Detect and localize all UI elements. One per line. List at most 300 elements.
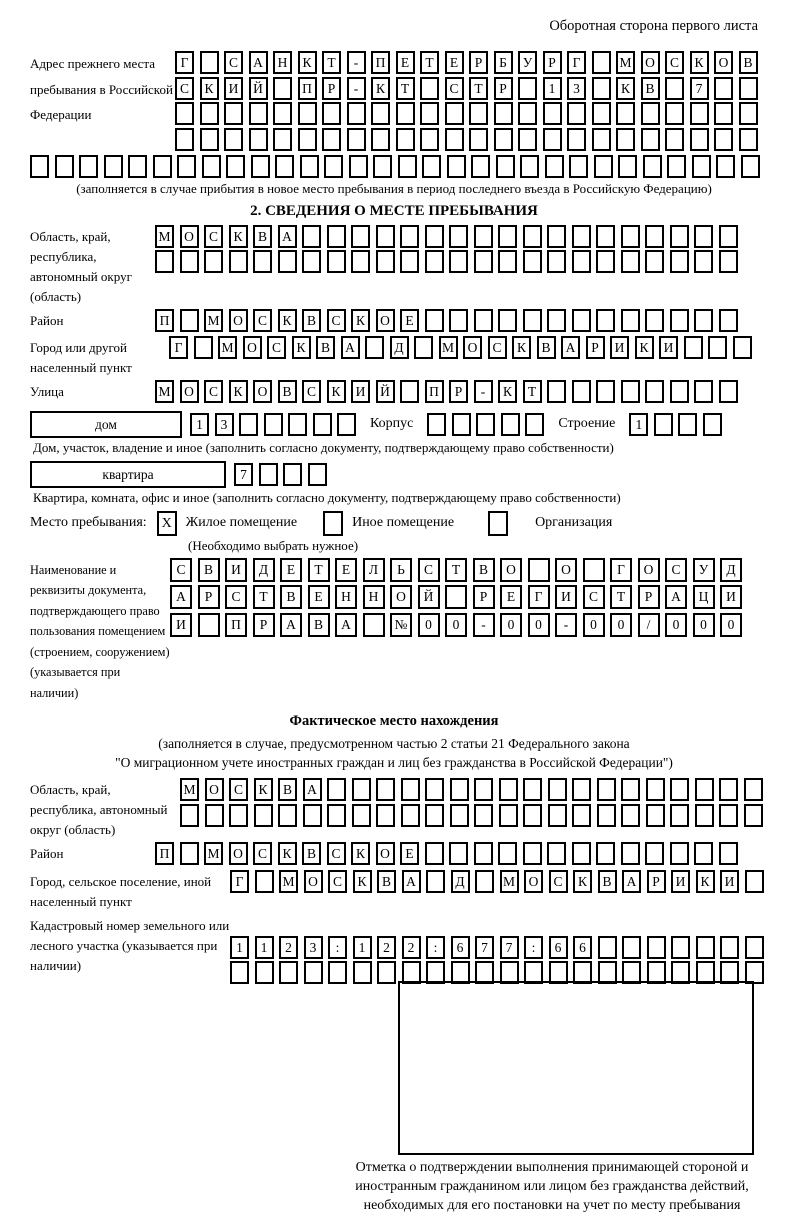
char-cell: Д [390,336,409,359]
char-cell: Г [169,336,188,359]
char-cell [665,102,684,125]
char-cell [641,102,660,125]
char-cell [690,102,709,125]
char-cell [670,225,689,248]
char-cell: 1 [543,77,562,100]
char-cell [200,102,219,125]
char-cell [520,155,539,178]
char-cell [155,250,174,273]
char-cell: Г [528,585,550,609]
char-cell [641,128,660,151]
char-cell [671,936,690,959]
house-box-label: дом [30,411,182,438]
char-cell: 3 [567,77,586,100]
char-cell: С [229,778,248,801]
char-cell: И [555,585,577,609]
char-cell [647,961,666,984]
char-cell [499,804,518,827]
cadastral-row-2 [230,961,764,984]
char-cell [352,804,371,827]
char-cell: С [328,870,347,893]
stroenie-cells [629,413,722,436]
char-cell: С [418,558,440,582]
char-cell [205,804,224,827]
char-cell [328,961,347,984]
char-cell [714,128,733,151]
char-cell [376,225,395,248]
char-cell: И [720,870,739,893]
char-cell [719,842,738,865]
char-cell [621,380,640,403]
prev-address-note: (заполняется в случае прибытия в новое место пребывания в период последнего въезда в Российскую Федерацию) [76,180,712,196]
char-cell [253,250,272,273]
char-cell [229,804,248,827]
char-cell [720,936,739,959]
option-residential-label: Жилое помещение [185,515,298,530]
char-cell [645,380,664,403]
char-cell: К [254,778,273,801]
char-cell: О [376,842,395,865]
char-cell [523,804,542,827]
char-cell [596,842,615,865]
char-cell: В [302,842,321,865]
char-cell: А [280,613,302,637]
char-cell: В [198,558,220,582]
char-cell [298,128,317,151]
document-row-1 [170,558,758,583]
char-cell [420,128,439,151]
char-cell: О [376,309,395,332]
char-cell: Р [253,613,275,637]
stay-type-row [30,511,758,536]
char-cell: К [278,842,297,865]
char-cell: С [488,336,507,359]
char-cell [177,155,196,178]
char-cell [474,842,493,865]
checkbox-organization[interactable] [488,511,508,536]
char-cell [259,463,278,486]
char-cell [744,804,763,827]
char-cell [279,961,298,984]
char-cell: К [635,336,654,359]
char-cell: И [224,77,243,100]
char-cell: - [473,613,495,637]
char-cell [720,961,739,984]
char-cell: Л [363,558,385,582]
char-cell: Г [175,51,194,74]
char-cell [573,961,592,984]
char-cell: С [170,558,192,582]
korpus-label: Корпус [370,416,414,431]
char-cell [716,155,735,178]
char-cell: Ц [693,585,715,609]
char-cell: С [225,585,247,609]
char-cell [598,936,617,959]
char-cell [498,250,517,273]
char-cell: О [638,558,660,582]
char-cell [347,128,366,151]
char-cell [327,804,346,827]
char-cell: 0 [610,613,632,637]
char-cell: О [229,842,248,865]
actual-location-title: Фактическое место нахождения [289,713,499,729]
street-field [30,380,758,406]
char-cell [665,77,684,100]
char-cell [337,413,356,436]
char-cell: Т [253,585,275,609]
char-cell [692,155,711,178]
char-cell [733,336,752,359]
checkbox-residential[interactable]: X [157,511,177,536]
char-cell [596,380,615,403]
char-cell [396,102,415,125]
char-cell: 7 [690,77,709,100]
char-cell [654,413,673,436]
char-cell [523,225,542,248]
char-cell: В [739,51,758,74]
char-cell: : [524,936,543,959]
prev-address-row-3 [175,102,758,125]
char-cell [547,225,566,248]
region-row-1 [155,225,758,248]
char-cell [708,336,727,359]
char-cell [696,961,715,984]
char-cell [198,613,220,637]
char-cell [476,413,495,436]
char-cell: М [439,336,458,359]
char-cell [427,413,446,436]
char-cell [313,413,332,436]
char-cell [501,413,520,436]
char-cell [592,51,611,74]
region-field [30,225,758,307]
district-field [30,309,758,335]
char-cell: 1 [190,413,209,436]
char-cell: / [638,613,660,637]
char-cell [643,155,662,178]
prev-address-field [30,51,758,153]
char-cell [175,102,194,125]
char-cell [739,128,758,151]
char-cell [684,336,703,359]
char-cell [452,413,471,436]
char-cell [694,225,713,248]
char-cell [401,804,420,827]
char-cell: А [622,870,641,893]
char-cell [498,842,517,865]
char-cell [425,225,444,248]
char-cell [583,558,605,582]
char-cell [670,380,689,403]
char-cell: О [253,380,272,403]
char-cell [422,155,441,178]
char-cell: М [180,778,199,801]
char-cell [327,250,346,273]
char-cell [645,842,664,865]
char-cell [621,842,640,865]
char-cell: Т [523,380,542,403]
char-cell [572,842,591,865]
char-cell [398,155,417,178]
char-cell: В [280,585,302,609]
char-cell: Р [322,77,341,100]
char-cell: Н [363,585,385,609]
char-cell [273,128,292,151]
char-cell [616,102,635,125]
char-cell [153,155,172,178]
char-cell [572,778,591,801]
char-cell: М [204,309,223,332]
char-cell: О [463,336,482,359]
char-cell: М [616,51,635,74]
district-row [155,309,758,332]
char-cell [420,77,439,100]
char-cell [670,842,689,865]
char-cell [547,250,566,273]
char-cell [547,309,566,332]
char-cell [543,128,562,151]
char-cell: К [292,336,311,359]
char-cell [275,155,294,178]
prev-address-label: Адрес прежнего места пребывания в Российской Федерации [30,56,173,122]
char-cell [618,155,637,178]
char-cell [667,155,686,178]
char-cell: У [518,51,537,74]
char-cell [719,804,738,827]
char-cell: С [327,309,346,332]
char-cell: - [474,380,493,403]
char-cell [745,870,764,893]
char-cell [518,102,537,125]
char-cell: М [204,842,223,865]
char-cell: В [302,309,321,332]
char-cell [567,128,586,151]
char-cell: О [229,309,248,332]
actual-city-row [230,870,764,893]
char-cell [678,413,697,436]
char-cell: Н [273,51,292,74]
char-cell: 2 [377,936,396,959]
char-cell [451,961,470,984]
prev-address-row-2 [175,77,758,100]
char-cell [251,155,270,178]
char-cell: О [180,225,199,248]
char-cell: 7 [475,936,494,959]
city-row [169,336,758,359]
char-cell [425,842,444,865]
char-cell: 0 [720,613,742,637]
char-cell [449,250,468,273]
char-cell [180,842,199,865]
char-cell [572,309,591,332]
char-cell [714,77,733,100]
option-organization-label: Организация [535,515,613,530]
char-cell [518,128,537,151]
char-cell [349,155,368,178]
char-cell: О [500,558,522,582]
char-cell [567,102,586,125]
char-cell: 2 [279,936,298,959]
char-cell: В [316,336,335,359]
char-cell: Е [400,842,419,865]
char-cell [494,128,513,151]
char-cell: А [561,336,580,359]
char-cell: А [249,51,268,74]
char-cell: - [347,77,366,100]
char-cell [572,225,591,248]
char-cell [400,380,419,403]
char-cell: Р [586,336,605,359]
char-cell [180,804,199,827]
char-cell: А [665,585,687,609]
char-cell [401,778,420,801]
char-cell: С [175,77,194,100]
actual-district-row [155,842,758,865]
actual-region-rows [180,778,763,829]
char-cell [445,102,464,125]
char-cell: Р [473,585,495,609]
apartment-box-label: квартира [30,461,226,488]
char-cell [445,128,464,151]
house-row [30,411,758,438]
char-cell: С [327,842,346,865]
char-cell [273,102,292,125]
char-cell [695,778,714,801]
char-cell: С [445,77,464,100]
char-cell: В [473,558,495,582]
char-cell: 6 [549,936,568,959]
char-cell: И [225,558,247,582]
char-cell: К [278,309,297,332]
prev-address-row-1 [175,51,758,74]
char-cell [447,155,466,178]
char-cell: А [303,778,322,801]
char-cell: Й [418,585,440,609]
char-cell [694,250,713,273]
char-cell: Е [396,51,415,74]
char-cell [719,380,738,403]
char-cell [288,413,307,436]
char-cell [646,804,665,827]
actual-location-note-1: (заполняется в случае, предусмотренном частью 2 статьи 21 Федерального закона [158,736,630,751]
char-cell [622,961,641,984]
char-cell [498,309,517,332]
char-cell [469,102,488,125]
char-cell: Д [720,558,742,582]
char-cell: П [155,309,174,332]
char-cell [471,155,490,178]
char-cell [450,804,469,827]
char-cell: Т [610,585,632,609]
char-cell [528,558,550,582]
document-rows [170,558,758,641]
char-cell: К [327,380,346,403]
char-cell: М [218,336,237,359]
char-cell [283,463,302,486]
char-cell [376,778,395,801]
char-cell: С [224,51,243,74]
actual-region-row-1 [180,778,763,801]
char-cell [498,225,517,248]
char-cell [351,250,370,273]
char-cell [249,102,268,125]
actual-city-label: Город, сельское поселение, иной населенный пункт [30,873,212,909]
char-cell [547,380,566,403]
char-cell [308,463,327,486]
char-cell: : [426,936,445,959]
char-cell [55,155,74,178]
char-cell [449,842,468,865]
char-cell [745,961,764,984]
char-cell [327,778,346,801]
char-cell: С [253,309,272,332]
char-cell [665,128,684,151]
char-cell [646,778,665,801]
actual-location-note-2: "О миграционном учете иностранных граждан и лиц без гражданства в Российской Федерации") [115,755,673,770]
char-cell: 1 [353,936,372,959]
char-cell [645,309,664,332]
char-cell: П [298,77,317,100]
char-cell: И [351,380,370,403]
char-cell: М [155,225,174,248]
char-cell [569,155,588,178]
char-cell [523,309,542,332]
region-row-2 [155,250,758,273]
stay-type-label: Место пребывания: [30,515,147,530]
char-cell [694,380,713,403]
city-label: Город или другой населенный пункт [30,340,132,375]
char-cell [194,336,213,359]
char-cell: Й [249,77,268,100]
char-cell [79,155,98,178]
char-cell: 0 [445,613,467,637]
char-cell [719,250,738,273]
char-cell [670,309,689,332]
char-cell [322,102,341,125]
char-cell: О [641,51,660,74]
stroenie-label: Строение [558,416,616,431]
char-cell [474,778,493,801]
char-cell: П [225,613,247,637]
char-cell: 0 [528,613,550,637]
char-cell [621,309,640,332]
char-cell: С [665,558,687,582]
char-cell [621,225,640,248]
house-caption: Дом, участок, владение и иное (заполнить согласно документу, подтверждающему право собственности) [33,439,614,455]
char-cell [425,778,444,801]
char-cell [714,102,733,125]
char-cell [670,804,689,827]
char-cell [180,250,199,273]
char-cell: Е [500,585,522,609]
char-cell [351,225,370,248]
char-cell: Т [396,77,415,100]
char-cell [255,961,274,984]
char-cell [302,250,321,273]
char-cell [739,102,758,125]
char-cell [327,225,346,248]
char-cell [425,804,444,827]
char-cell: Е [280,558,302,582]
char-cell: О [714,51,733,74]
actual-district-field [30,842,758,868]
char-cell: С [302,380,321,403]
char-cell [543,102,562,125]
checkbox-other-premises[interactable] [323,511,343,536]
char-cell [547,842,566,865]
char-cell [273,77,292,100]
char-cell [371,102,390,125]
